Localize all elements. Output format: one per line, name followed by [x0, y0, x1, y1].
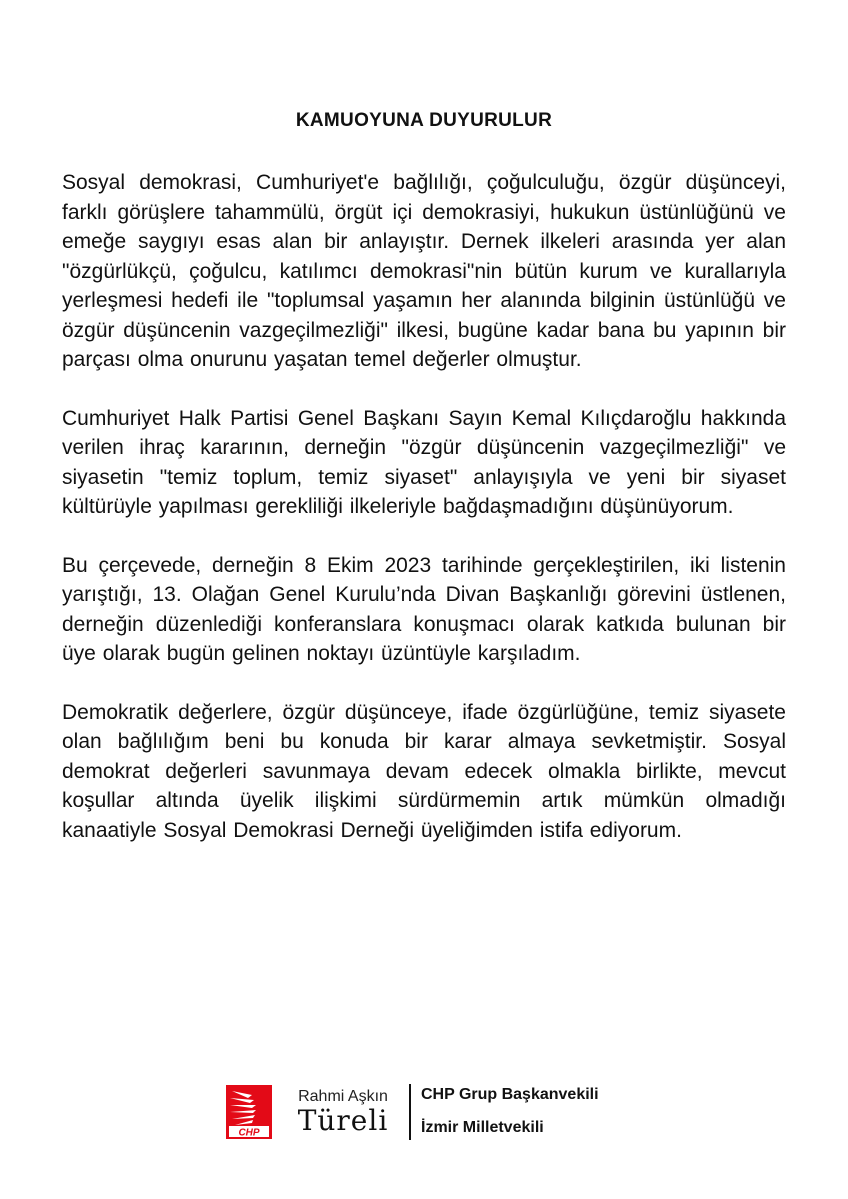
paragraph-3: Bu çerçevede, derneğin 8 Ekim 2023 tarihinde gerçekleştirilen, iki listenin yarıştığı, 13. Olağan Genel Kurulu’nda Divan Başkanlığı görevini üstlenen, derneğin düzenlediği konferanslara konuşmacı olarak katkıda bulunan bir üye olarak bugün gelinen noktayı üzüntüyle karşıladım. [62, 553, 786, 665]
signatory-last-name: Türeli [297, 1104, 389, 1137]
signatory-titles [421, 1086, 599, 1137]
document-body [62, 168, 786, 874]
page-title: KAMUOYUNA DUYURULUR [295, 110, 553, 131]
paragraph-2: Cumhuriyet Halk Partisi Genel Başkanı Sayın Kemal Kılıçdaroğlu hakkında verilen ihraç kararının, derneğin "özgür düşüncenin vazgeçilmezliği" ve siyasetin "temiz toplum, temiz siyaset" anlayışıyla ve yeni bir siyaset kültürüyle yapılması gerekliliği ilkeleriyle bağdaşmadığını düşünüyorum. [62, 406, 786, 518]
signatory-role-2: İzmir Milletvekili [421, 1119, 544, 1136]
footer-divider [409, 1084, 411, 1140]
signatory-first-name: Rahmi Aşkın [298, 1088, 388, 1105]
chp-logo-icon [226, 1085, 272, 1139]
paragraph-4: Demokratik değerlere, özgür düşünceye, ifade özgürlüğüne, temiz siyasete olan bağlılığım beni bu konuda bir karar almaya sevketmiştir. Sosyal demokrat değerleri savunmaya devam edecek olmakla birlikte, mevcut koşullar altında üyelik ilişkimi sürdürmemin artık mümkün olmadığı kanaatiyle Sosyal Demokrasi Derneği üyeliğimden istifa ediyorum. [62, 700, 786, 842]
chp-logo-text: CHP [238, 1127, 260, 1139]
signature-footer [226, 1082, 646, 1142]
signatory-name [288, 1082, 398, 1136]
signatory-role-1: CHP Grup Başkanvekili [421, 1086, 599, 1103]
paragraph-1: Sosyal demokrasi, Cumhuriyet'e bağlılığı, çoğulculuğu, özgür düşünceyi, farklı görüşlere tahammülü, örgüt içi demokrasiyi, hukukun üstünlüğünü ve emeğe saygıyı esas alan bir anlayıştır. Dernek ilkeleri arasında yer alan "özgürlükçü, çoğulcu, katılımcı demokrasi"nin bütün kurum ve kurallarıyla yerleşmesi hedefi ile "toplumsal yaşamın her alanında bilginin üstünlüğü ve özgür düşüncenin vazgeçilmezliği" ilkesi, bugüne kadar bana bu yapının bir parçası olma onurunu yaşatan temel değerler olmuştur. [62, 171, 786, 371]
